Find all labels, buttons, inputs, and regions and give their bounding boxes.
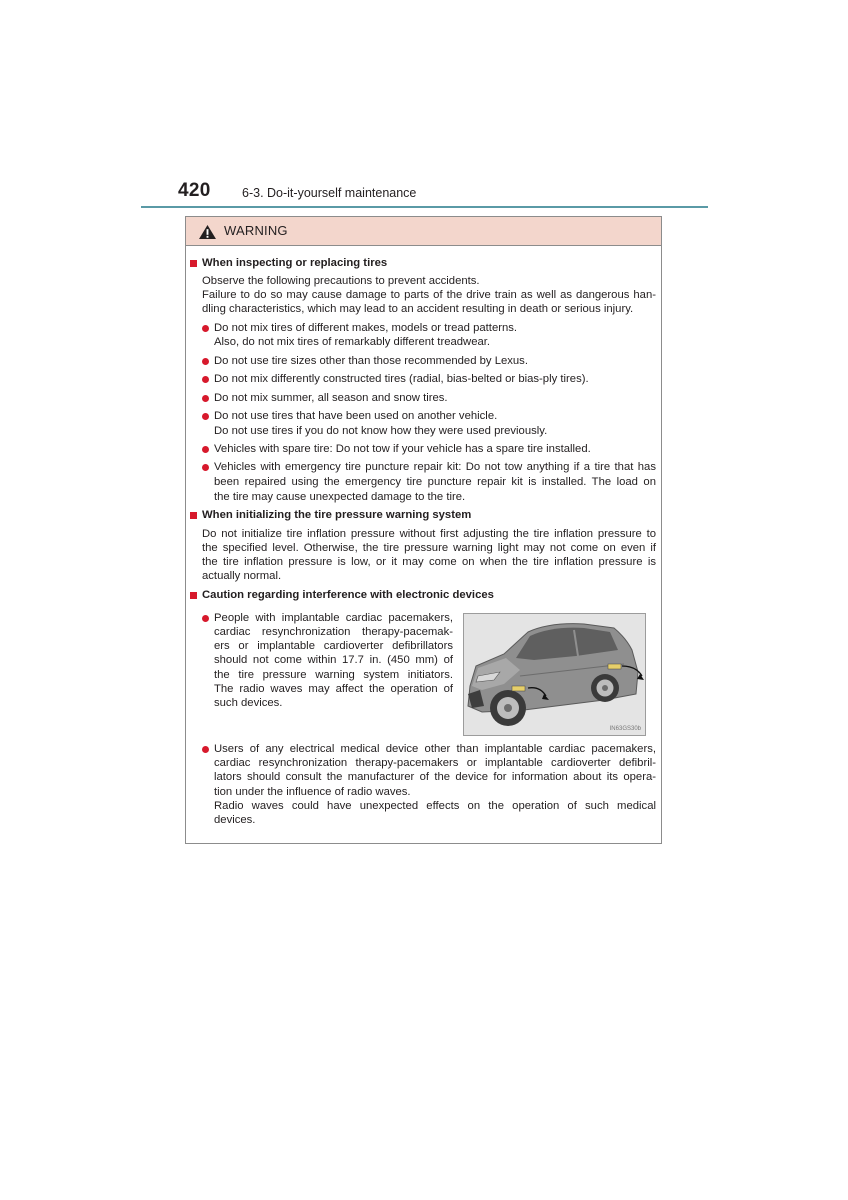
- intro-line: Observe the following precautions to prevent accidents.: [202, 275, 480, 287]
- bullet-line: lators should consult the manufacturer of the device for information about its opera-: [214, 771, 656, 783]
- bullet-line: Also, do not mix tires of remarkably different treadwear.: [214, 336, 491, 348]
- warning-triangle-icon: [198, 224, 217, 240]
- warning-header: [186, 217, 661, 246]
- bullet-line: Users of any electrical medical device other than implantable cardiac pacemakers,: [214, 743, 656, 755]
- bullet-line: been repaired using the emergency tire puncture repair kit is installed. The load on: [214, 476, 656, 488]
- bullet-line: the tire pressure warning system initiators.: [214, 669, 453, 681]
- section-heading-inspecting-tires: When inspecting or replacing tires: [202, 257, 388, 269]
- bullet-line: Radio waves could have unexpected effects on the operation of such medical: [214, 800, 656, 812]
- warning-title: WARNING: [224, 223, 288, 238]
- header-rule: [141, 206, 708, 208]
- section-marker: [190, 512, 197, 519]
- intro-line: dling characteristics, which may lead to an accident resulting in death or serious injury.: [202, 303, 634, 315]
- bullet-line: Do not mix tires of different makes, models or tread patterns.: [214, 322, 518, 334]
- section-marker: [190, 592, 197, 599]
- bullet-line: Do not mix differently constructed tires (radial, bias-belted or bias-ply tires).: [214, 373, 589, 385]
- bullet-dot: [202, 395, 209, 402]
- bullet-line: cardiac resynchronization therapy-pacemak-: [214, 626, 453, 638]
- section-heading-interference: Caution regarding interference with electronic devices: [202, 589, 494, 601]
- bullet-dot: [202, 615, 209, 622]
- section-heading-initializing: When initializing the tire pressure warning system: [202, 509, 472, 521]
- bullet-line: cardiac resynchronization therapy-pacemakers or implantable cardioverter defibril-: [214, 757, 656, 769]
- bullet-line: such devices.: [214, 697, 283, 709]
- body-line: the specified level. Otherwise, the tire pressure warning light may not come on even if: [202, 542, 656, 554]
- bullet-line: Do not mix summer, all season and snow tires.: [214, 392, 448, 404]
- section-title: 6-3. Do-it-yourself maintenance: [242, 186, 417, 200]
- bullet-line: Do not use tires if you do not know how they were used previously.: [214, 425, 548, 437]
- bullet-line: tion under the influence of radio waves.: [214, 786, 411, 798]
- bullet-line: devices.: [214, 814, 256, 826]
- bullet-line: Vehicles with emergency tire puncture repair kit: Do not tow anything if a tire that has: [214, 461, 656, 473]
- section-marker: [190, 260, 197, 267]
- bullet-line: Do not use tires that have been used on another vehicle.: [214, 410, 498, 422]
- intro-line: Failure to do so may cause damage to parts of the drive train as well as dangerous han-: [202, 289, 656, 301]
- page-number: 420: [178, 180, 211, 201]
- bullet-line: The radio waves may affect the operation of: [214, 683, 453, 695]
- bullet-line: ers or implantable cardioverter defibrillators: [214, 640, 453, 652]
- bullet-line: the tire may cause unexpected damage to the tire.: [214, 491, 466, 503]
- bullet-dot: [202, 464, 209, 471]
- bullet-line: People with implantable cardiac pacemakers,: [214, 612, 453, 624]
- bullet-dot: [202, 413, 209, 420]
- body-line: actually normal.: [202, 570, 282, 582]
- bullet-dot: [202, 746, 209, 753]
- bullet-line: Vehicles with spare tire: Do not tow if your vehicle has a spare tire installed.: [214, 443, 591, 455]
- bullet-dot: [202, 376, 209, 383]
- bullet-dot: [202, 325, 209, 332]
- bullet-dot: [202, 358, 209, 365]
- bullet-line: should not come within 17.7 in. (450 mm) of: [214, 654, 453, 666]
- car-illustration: [463, 613, 646, 736]
- bullet-dot: [202, 446, 209, 453]
- body-line: the tire inflation pressure is low, or it may come on when the tire inflation pressure is: [202, 556, 656, 568]
- body-line: Do not initialize tire inflation pressure without first adjusting the tire inflation pressure to: [202, 528, 656, 540]
- bullet-line: Do not use tire sizes other than those recommended by Lexus.: [214, 355, 528, 367]
- figure-code: IN63GS30b: [609, 726, 641, 732]
